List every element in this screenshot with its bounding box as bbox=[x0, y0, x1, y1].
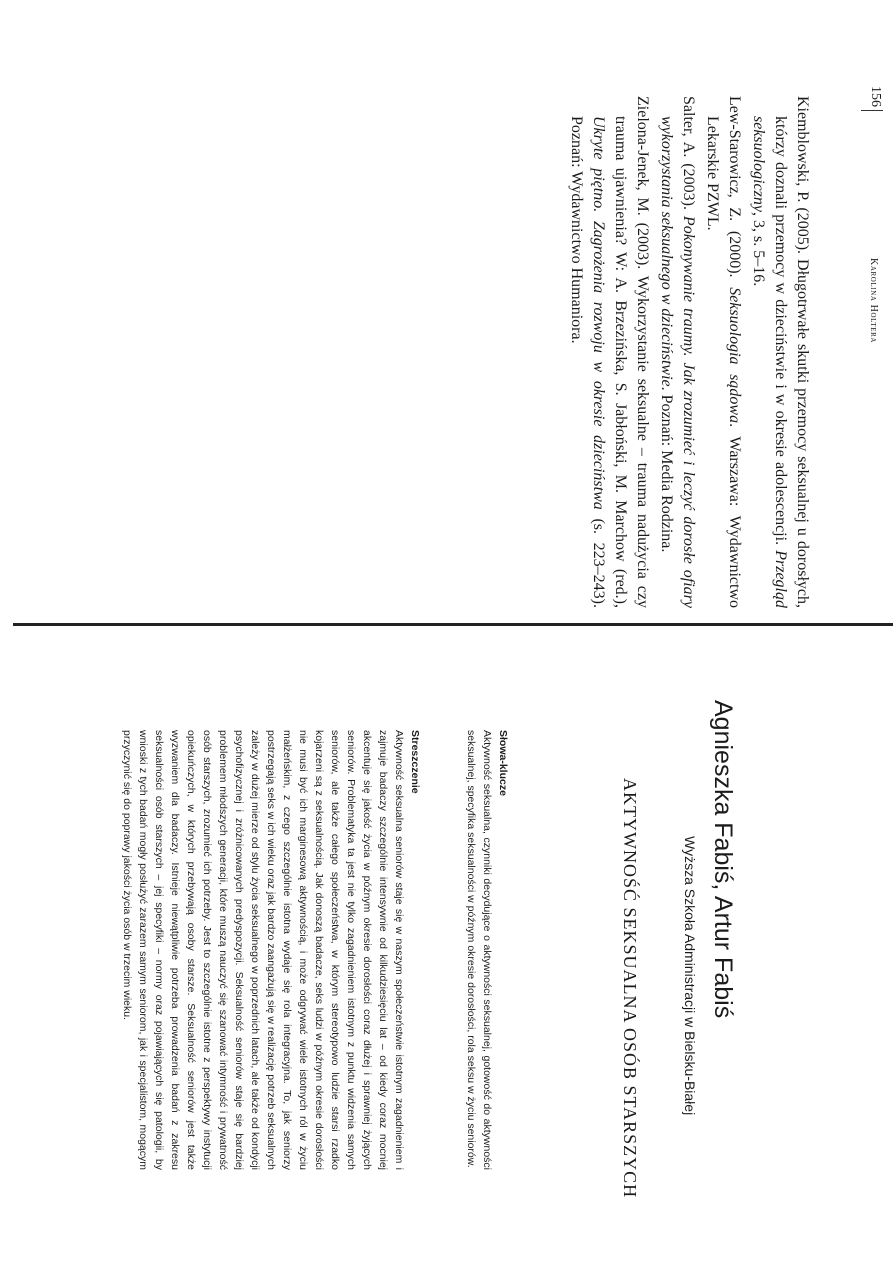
article-title: AKTYWNOŚĆ SEKSUALNA OSÓB STARSZYCH bbox=[620, 778, 640, 1199]
abstract-text: Aktywność seksualna seniorów staje się w naszym społeczeństwie istotnym zagadnieniem i zajmuje badaczy szczególnie intensywnie od kilkudziesięciu lat – od kiedy coraz mocniej akcentuje się jakość życia w późnym okresie dorosłości coraz dłużej i sprawniej żyjących seniorów. Problematyka ta jest nie tylko zagadnieniem istotnym z punktu widzenia samych seniorów, ale także całego społeczeństwa, w którym stereotypowo ludzie starsi rzadko kojarzeni są z seksualnością. Jak donoszą badacze, seks ludzi w późnym okresie dorosłości nie musi być ich marginesową aktywnością, i może odgrywać wiele istotnych ról w życiu małżeńskim, z czego szczególnie istotna wydaje się rola integracyjna. To, jak seniorzy postrzegają seks w ich wieku oraz jak bardzo zaangażują się w realizację potrzeb seksualnych zależy w dużej mierze od stylu życia seksualnego w poprzednich latach, ale także od kondycji psychofizycznej i zróżnicowanych predyspozycji. Seksualność seniorów staje się bardziej problemem młodszych generacji, które muszą nauczyć się szanować intymność i prywatność osób starszych, zrozumieć ich potrzeby. Jest to szczególnie istotne z perspektywy instytucji opiekuńczych, w których przebywają osoby starsze. Seksualność seniorów jest także wyzwaniem dla badaczy. Istnieje niewątpliwie potrzeba prowadzenia badań z zakresu seksualności osób starszych – jej specyfiki – normy oraz pojawiających się patologii, by wnioski z tych badań mogły posłużyć zarazem samym seniorom, jak i specjalistom, mogącym przyczynić się do poprawy jakości życia osób w trzecim wieku. bbox=[121, 730, 405, 1170]
references-list bbox=[563, 96, 813, 608]
page-number: 156 bbox=[868, 86, 883, 107]
reference-item: Zielona-Jenek, M. (2003). Wykorzystanie seksualne – trauma nadużycia czy trauma ujawnienia? W: A. Brzezińska, S. Jabłoński, M. Marchow (red.), Ukryte piętno. Zagrożenia rozwoju w okresie dzieciństwa (s. 223–243). Poznań: Wydawnictwo Humaniora. bbox=[568, 96, 651, 609]
keywords-heading: Słowa-klucze bbox=[497, 730, 509, 796]
running-head: Karolina Holtera bbox=[868, 258, 879, 344]
author-affiliation: Wyższa Szkoła Administracji w Bielsku-Białej bbox=[682, 836, 698, 1116]
abstract-section bbox=[119, 730, 423, 1170]
reference-item: Salter, A. (2003). Pokonywanie traumy. Jak zrozumieć i leczyć dorosłe ofiary wykorzystania seksualnego w dzieciństwie. Poznań: Media Rodzina. bbox=[658, 96, 697, 608]
reference-item: Lew-Starowicz, Z. (2000). Seksuologia sądowa. Warszawa: Wydawnictwo Lekarskie PZWL. bbox=[704, 96, 743, 609]
reference-item: Kiemblowski, P. (2005). Długotrwałe skutki przemocy seksualnej u dorosłych, którzy doznali przemocy w dzieciństwie i w okresie adolescencji. Przegląd seksuologiczny, 3, s. 5–16. bbox=[750, 96, 811, 608]
keywords-section bbox=[463, 730, 511, 1170]
page-gutter-line bbox=[13, 623, 893, 626]
header-divider bbox=[861, 110, 883, 111]
article-authors: Agnieszka Fabiś, Artur Fabiś bbox=[709, 700, 737, 1019]
abstract-heading: Streszczenie bbox=[409, 730, 421, 794]
keywords-text: Aktywność seksualna, czynniki decydujące o aktywności seksualnej, gotowość do aktywności seksualnej, specyfika seksualności w późnym okresie dorosłości, rola seksu w życiu seniorów. bbox=[465, 730, 493, 1170]
